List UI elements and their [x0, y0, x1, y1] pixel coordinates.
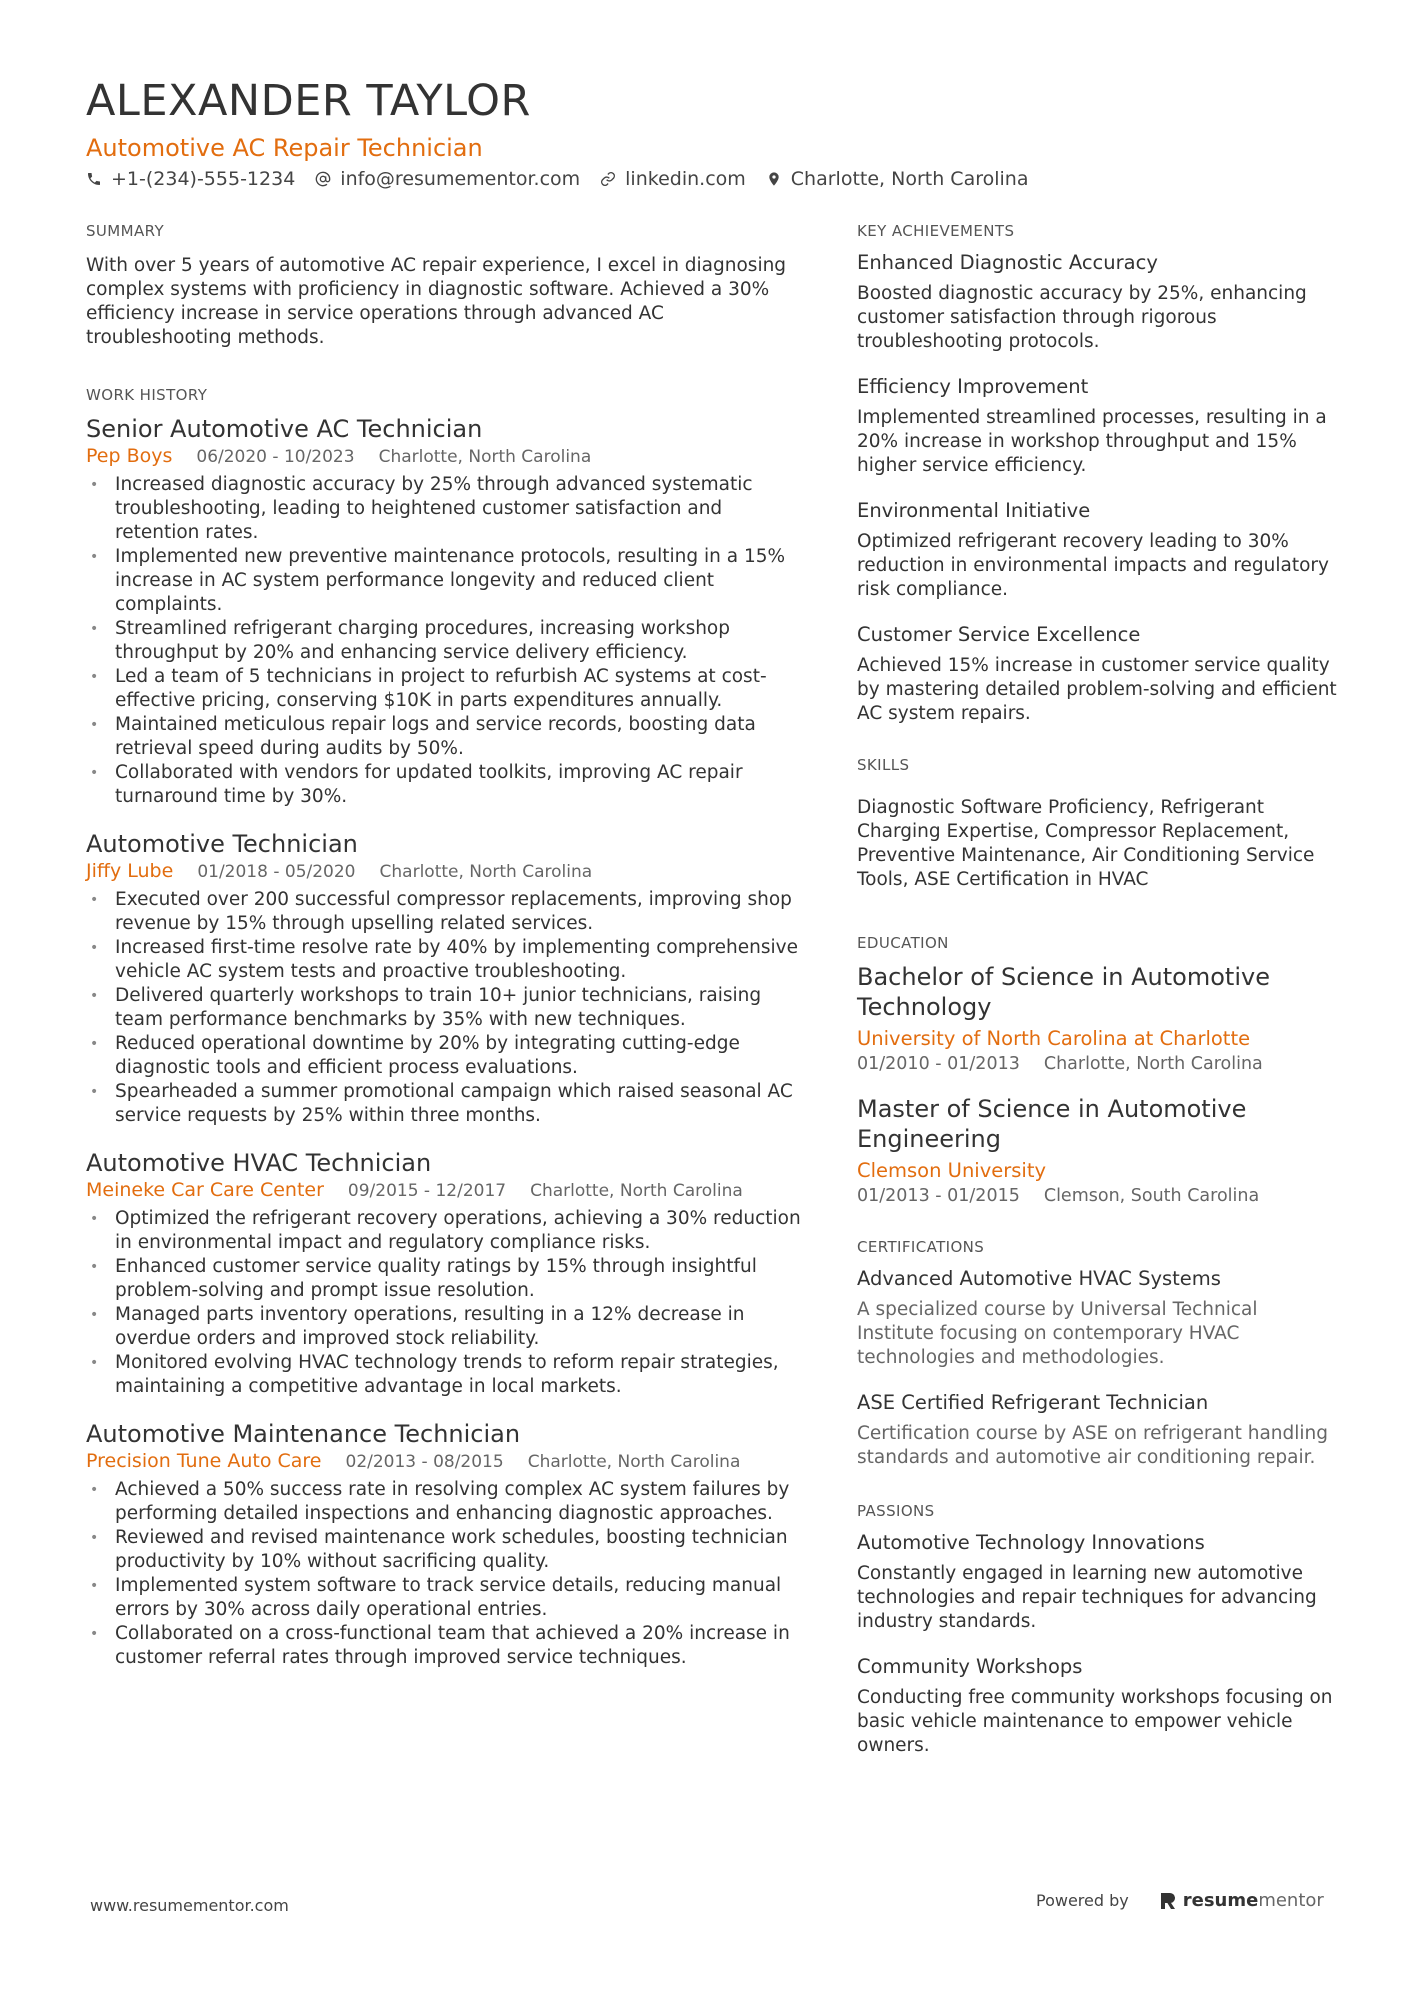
achievement-item — [857, 498, 1337, 602]
job-dates: 02/2013 - 08/2015 — [345, 1452, 504, 1472]
footer-powered-by — [1036, 1890, 1324, 1911]
summary-section — [86, 220, 804, 350]
education-meta — [857, 1184, 1337, 1208]
job-entry — [86, 1148, 804, 1399]
job-bullet: • Managed parts inventory operations, resulting in a 12% decrease in overdue orders and improved stock reliability. — [86, 1303, 804, 1351]
job-bullet: • Achieved a 50% success rate in resolving complex AC system failures by performing detailed inspections and enhancing diagnostic approaches. — [86, 1478, 804, 1526]
job-bullet: • Optimized the refrigerant recovery operations, achieving a 30% reduction in environmental impact and regulatory compliance risks. — [86, 1207, 804, 1255]
work-history-heading: WORK HISTORY — [86, 386, 208, 404]
education-degree: Master of Science in Automotive Engineering — [857, 1095, 1247, 1153]
contact-linkedin-text: linkedin.com — [625, 168, 746, 190]
job-meta — [86, 444, 804, 469]
job-company: Pep Boys — [86, 445, 173, 467]
education-location: Charlotte, North Carolina — [1043, 1054, 1263, 1074]
job-bullet: • Implemented system software to track service details, reducing manual errors by 30% across daily operational entries. — [86, 1574, 804, 1622]
job-meta — [86, 1178, 804, 1203]
contact-location-text: Charlotte, North Carolina — [790, 168, 1029, 190]
job-bullet: • Enhanced customer service quality ratings by 15% through insightful problem-solving and prompt issue resolution. — [86, 1255, 804, 1303]
job-location: Charlotte, North Carolina — [530, 1181, 743, 1201]
job-dates: 01/2018 - 05/2020 — [197, 862, 356, 882]
education-item — [857, 1094, 1337, 1208]
achievement-desc: Boosted diagnostic accuracy by 25%, enhancing customer satisfaction through rigorous troubleshooting protocols. — [857, 283, 1307, 352]
achievement-title: Efficiency Improvement — [857, 375, 1089, 398]
work-history-section — [86, 384, 804, 1670]
achievement-title: Environmental Initiative — [857, 499, 1091, 522]
education-school: Clemson University — [857, 1159, 1047, 1182]
certification-item — [857, 1266, 1337, 1370]
achievements-section — [857, 220, 1337, 726]
skills-section — [857, 754, 1337, 892]
candidate-name: ALEXANDER TAYLOR — [86, 76, 531, 126]
achievements-heading: KEY ACHIEVEMENTS — [857, 222, 1015, 240]
job-location: Charlotte, North Carolina — [378, 447, 592, 467]
education-dates: 01/2010 - 01/2013 — [857, 1054, 1020, 1074]
at-sign-icon — [315, 171, 331, 187]
job-location: Charlotte, North Carolina — [527, 1452, 741, 1472]
brand-logo[interactable] — [1159, 1890, 1324, 1911]
contact-phone[interactable] — [86, 168, 295, 190]
job-bullet: • Collaborated with vendors for updated toolkits, improving AC repair turnaround time by 30%. — [86, 761, 804, 809]
job-bullets — [86, 1478, 804, 1670]
job-company: Precision Tune Auto Care — [86, 1450, 322, 1472]
job-title: Automotive Maintenance Technician — [86, 1420, 521, 1448]
education-school: University of North Carolina at Charlotte — [857, 1027, 1251, 1050]
job-bullet: • Monitored evolving HVAC technology trends to reform repair strategies, maintaining a competitive advantage in local markets. — [86, 1351, 804, 1399]
phone-icon — [86, 171, 102, 187]
education-dates: 01/2013 - 01/2015 — [857, 1186, 1020, 1206]
passion-desc: Conducting free community workshops focusing on basic vehicle maintenance to empower vehicle owners. — [857, 1687, 1333, 1756]
achievement-title: Enhanced Diagnostic Accuracy — [857, 251, 1158, 274]
passion-title: Community Workshops — [857, 1655, 1083, 1678]
job-bullet: • Streamlined refrigerant charging procedures, increasing workshop throughput by 20% and enhancing service delivery efficiency. — [86, 617, 804, 665]
certification-desc: A specialized course by Universal Technical Institute focusing on contemporary HVAC technologies and methodologies. — [857, 1299, 1258, 1368]
job-bullet: • Increased diagnostic accuracy by 25% through advanced systematic troubleshooting, leading to heightened customer satisfaction and retention rates. — [86, 473, 804, 545]
job-bullet: • Implemented new preventive maintenance protocols, resulting in a 15% increase in AC system performance longevity and reduced client complaints. — [86, 545, 804, 617]
passions-section — [857, 1500, 1337, 1758]
job-bullet: • Delivered quarterly workshops to train 10+ junior technicians, raising team performance benchmarks by 35% with new techniques. — [86, 984, 804, 1032]
education-section — [857, 932, 1337, 1208]
achievement-desc: Optimized refrigerant recovery leading to 30% reduction in environmental impacts and regulatory risk compliance. — [857, 531, 1329, 600]
education-meta — [857, 1052, 1337, 1076]
left-column — [86, 220, 804, 1690]
job-title: Senior Automotive AC Technician — [86, 415, 483, 443]
certification-desc: Certification course by ASE on refrigerant handling standards and automotive air conditioning repair. — [857, 1423, 1329, 1468]
education-heading: EDUCATION — [857, 934, 949, 952]
certifications-section — [857, 1236, 1337, 1470]
certification-title: ASE Certified Refrigerant Technician — [857, 1391, 1209, 1414]
job-bullets — [86, 888, 804, 1128]
passion-desc: Constantly engaged in learning new automotive technologies and repair techniques for advancing industry standards. — [857, 1563, 1317, 1632]
link-icon — [600, 171, 616, 187]
job-location: Charlotte, North Carolina — [379, 862, 593, 882]
achievement-desc: Achieved 15% increase in customer service quality by mastering detailed problem-solving and efficient AC system repairs. — [857, 655, 1337, 724]
job-bullet: • Spearheaded a summer promotional campaign which raised seasonal AC service requests by 25% within three months. — [86, 1080, 804, 1128]
education-degree: Bachelor of Science in Automotive Technology — [857, 963, 1270, 1021]
contact-phone-text: +1-(234)-555-1234 — [111, 168, 296, 190]
brand-name-part2: mentor — [1258, 1890, 1324, 1911]
education-item — [857, 962, 1337, 1076]
job-bullet: • Executed over 200 successful compressor replacements, improving shop revenue by 15% through upselling related services. — [86, 888, 804, 936]
job-bullet: • Collaborated on a cross-functional team that achieved a 20% increase in customer referral rates through improved service techniques. — [86, 1622, 804, 1670]
passion-item — [857, 1530, 1337, 1634]
job-bullet: • Reviewed and revised maintenance work schedules, boosting technician productivity by 10% without sacrificing quality. — [86, 1526, 804, 1574]
certification-title: Advanced Automotive HVAC Systems — [857, 1267, 1221, 1290]
job-dates: 06/2020 - 10/2023 — [196, 447, 355, 467]
achievement-desc: Implemented streamlined processes, resulting in a 20% increase in workshop throughput and 15% higher service efficiency. — [857, 407, 1327, 476]
education-location: Clemson, South Carolina — [1043, 1186, 1260, 1206]
brand-name-part1: resume — [1182, 1890, 1259, 1911]
job-title: Automotive HVAC Technician — [86, 1149, 432, 1177]
job-company: Jiffy Lube — [86, 860, 174, 882]
certifications-heading: CERTIFICATIONS — [857, 1238, 985, 1256]
job-entry — [86, 414, 804, 809]
achievement-item — [857, 374, 1337, 478]
powered-by-label: Powered by — [1036, 1891, 1129, 1910]
achievement-item — [857, 250, 1337, 354]
job-company: Meineke Car Care Center — [86, 1179, 324, 1201]
summary-heading: SUMMARY — [86, 222, 165, 240]
location-pin-icon — [766, 171, 782, 187]
job-bullet: • Led a team of 5 technicians in project to refurbish AC systems at cost-effective pricing, conserving $10K in parts expenditures annually. — [86, 665, 804, 713]
contact-bar — [86, 166, 1048, 192]
job-meta — [86, 1449, 804, 1474]
job-bullet: • Increased first-time resolve rate by 40% by implementing comprehensive vehicle AC system tests and proactive troubleshooting. — [86, 936, 804, 984]
achievement-title: Customer Service Excellence — [857, 623, 1141, 646]
contact-linkedin[interactable] — [600, 168, 746, 190]
contact-email-text: info@resumementor.com — [340, 168, 581, 190]
contact-email[interactable] — [315, 168, 580, 190]
job-bullet: • Maintained meticulous repair logs and service records, boosting data retrieval speed during audits by 50%. — [86, 713, 804, 761]
job-dates: 09/2015 - 12/2017 — [347, 1181, 507, 1201]
footer-website-link[interactable]: www.resumementor.com — [90, 1896, 289, 1915]
job-bullets — [86, 473, 804, 809]
job-title: Automotive Technician — [86, 830, 358, 858]
passion-item — [857, 1654, 1337, 1758]
job-meta — [86, 859, 804, 884]
skills-heading: SKILLS — [857, 756, 910, 774]
passion-title: Automotive Technology Innovations — [857, 1531, 1205, 1554]
contact-location — [766, 168, 1029, 190]
job-bullets — [86, 1207, 804, 1399]
certification-item — [857, 1390, 1337, 1470]
job-entry — [86, 829, 804, 1128]
skills-list: Diagnostic Software Proficiency, Refrigerant Charging Expertise, Compressor Replacement, Preventive Maintenance, Air Conditioning Service Tools, ASE Certification in HVAC — [857, 797, 1315, 890]
job-entry — [86, 1419, 804, 1670]
achievement-item — [857, 622, 1337, 726]
summary-text: With over 5 years of automotive AC repair experience, I excel in diagnosing complex systems with proficiency in diagnostic software. Achieved a 30% efficiency increase in service operations through advanced AC troubleshooting methods. — [86, 255, 787, 348]
job-bullet: • Reduced operational downtime by 20% by integrating cutting-edge diagnostic tools and efficient process evaluations. — [86, 1032, 804, 1080]
right-column — [857, 220, 1337, 1792]
passions-heading: PASSIONS — [857, 1502, 935, 1520]
resumementor-logo-icon — [1159, 1891, 1177, 1911]
candidate-title: Automotive AC Repair Technician — [86, 134, 483, 162]
